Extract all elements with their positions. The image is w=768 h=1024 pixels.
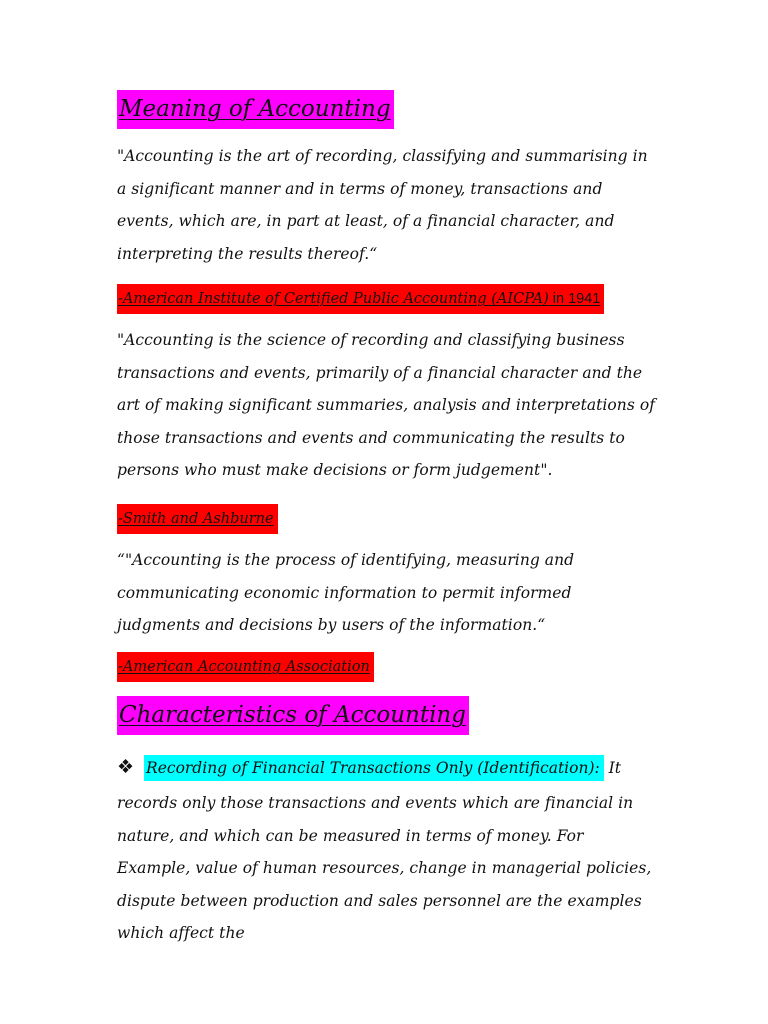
characteristic-item-1 (117, 751, 657, 785)
source-aicpa (117, 284, 604, 314)
source-smith-ashburne: -Smith and Ashburne (117, 504, 278, 534)
source-aicpa-year: in 1941 (548, 291, 601, 307)
definition-paragraph-3: “"Accounting is the process of identifying, measuring and communicating economic information to permit informed judgments and decisions by users of the information.“ (117, 551, 575, 634)
characteristic-title-1: Recording of Financial Transactions Only (Identification): (144, 755, 604, 781)
source-aicpa-name: -American Institute of Certified Public Accounting (AICPA) (118, 291, 549, 307)
definition-paragraph-2: "Accounting is the science of recording and classifying business transactions and events, primarily of a financial character and the art of making significant summaries, analysis and interpretations of those transactions and events and communicating the results to persons who must make decisions or form judgement". (117, 331, 655, 479)
characteristic-lead-1: It (603, 759, 622, 777)
diamond-bullet-icon: ❖ (117, 756, 135, 778)
heading-characteristics-of-accounting: Characteristics of Accounting (117, 696, 469, 735)
heading-meaning-of-accounting: Meaning of Accounting (117, 90, 394, 129)
definition-paragraph-1: "Accounting is the art of recording, classifying and summarising in a significant manner and in terms of money, transactions and events, which are, in part at least, of a financial character, and interpreting the results thereof.“ (117, 147, 648, 263)
characteristic-body-1: records only those transactions and events which are financial in nature, and which can be measured in terms of money. For Example, value of human resources, change in managerial policies, dispute between production and sales personnel are the examples which affect the (117, 794, 652, 942)
source-american-accounting-association: -American Accounting Association (117, 652, 374, 682)
